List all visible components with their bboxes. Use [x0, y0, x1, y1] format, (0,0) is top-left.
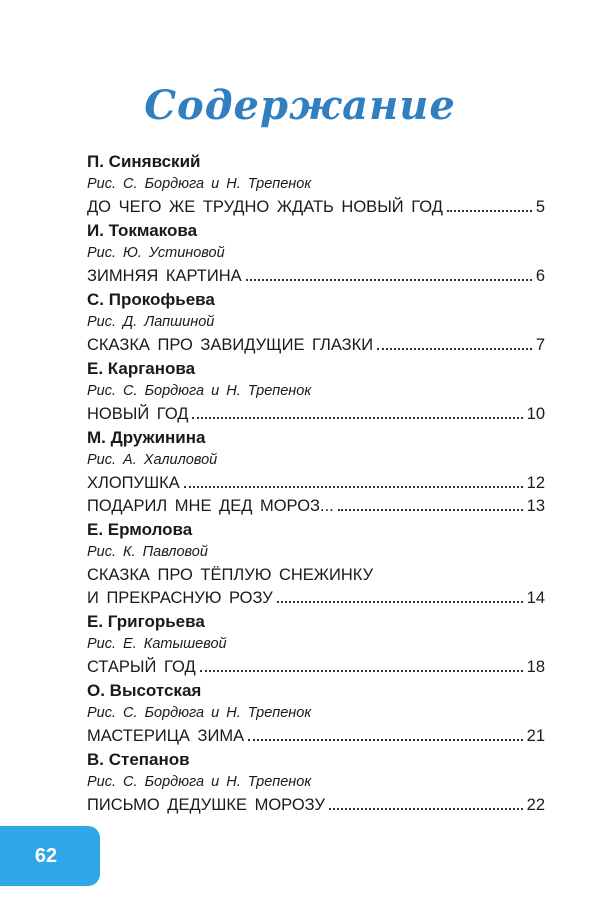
entry-page: 5 — [535, 198, 545, 216]
toc-section — [87, 219, 545, 288]
toc-section — [87, 357, 545, 426]
author-name: Е. Григорьева — [87, 612, 205, 631]
illustrator-credit: Рис. С. Бордюга и Н. Трепенок — [87, 705, 312, 721]
entry-title: ПИСЬМО ДЕДУШКЕ МОРОЗУ — [87, 796, 325, 814]
toc-section — [87, 288, 545, 357]
toc-entry[interactable] — [87, 403, 545, 426]
author-name: С. Прокофьева — [87, 290, 215, 309]
illustrator-credit: Рис. С. Бордюга и Н. Трепенок — [87, 176, 312, 192]
entry-page: 14 — [526, 589, 545, 607]
dot-leader — [246, 279, 532, 281]
author-name: И. Токмакова — [87, 221, 198, 240]
toc-entry[interactable] — [87, 794, 545, 817]
illustrator-credit: Рис. К. Павловой — [87, 544, 208, 560]
entry-title: МАСТЕРИЦА ЗИМА — [87, 727, 245, 745]
entry-page: 22 — [526, 796, 545, 814]
toc-section — [87, 748, 545, 817]
entry-page: 12 — [526, 474, 545, 492]
entry-page: 18 — [526, 658, 545, 676]
table-of-contents — [87, 150, 545, 817]
author-name: М. Дружинина — [87, 428, 206, 447]
entry-page: 10 — [526, 405, 545, 423]
toc-entry[interactable] — [87, 334, 545, 357]
illustrator-credit: Рис. Ю. Устиновой — [87, 245, 225, 261]
toc-entry[interactable] — [87, 656, 545, 679]
illustrator-credit: Рис. С. Бордюга и Н. Трепенок — [87, 774, 312, 790]
page-number: 62 — [34, 844, 58, 867]
entry-page: 13 — [526, 497, 545, 515]
entry-title: НОВЫЙ ГОД — [87, 405, 189, 423]
toc-section — [87, 426, 545, 518]
entry-page: 7 — [535, 336, 545, 354]
toc-entry[interactable] — [87, 265, 545, 288]
entry-title: ЗИМНЯЯ КАРТИНА — [87, 267, 242, 285]
toc-section — [87, 610, 545, 679]
dot-leader — [447, 210, 532, 212]
dot-leader — [248, 739, 523, 741]
entry-page: 21 — [526, 727, 545, 745]
dot-leader — [329, 808, 523, 810]
dot-leader — [338, 509, 523, 511]
author-name: О. Высотская — [87, 681, 202, 700]
toc-entry[interactable] — [87, 196, 545, 219]
entry-title: СТАРЫЙ ГОД — [87, 658, 196, 676]
toc-entry[interactable] — [87, 725, 545, 748]
dot-leader — [192, 417, 522, 419]
entry-title: И ПРЕКРАСНУЮ РОЗУ — [87, 589, 273, 607]
author-name: П. Синявский — [87, 152, 201, 171]
illustrator-credit: Рис. С. Бордюга и Н. Трепенок — [87, 383, 312, 399]
author-name: Е. Ермолова — [87, 520, 193, 539]
toc-entry[interactable] — [87, 472, 545, 495]
dot-leader — [184, 486, 523, 488]
page-number-tab — [0, 826, 100, 886]
illustrator-credit: Рис. Е. Катышевой — [87, 636, 227, 652]
toc-section — [87, 679, 545, 748]
toc-entry[interactable] — [87, 495, 545, 518]
toc-section — [87, 150, 545, 219]
entry-title: ДО ЧЕГО ЖЕ ТРУДНО ЖДАТЬ НОВЫЙ ГОД — [87, 198, 443, 216]
entry-page: 6 — [535, 267, 545, 285]
toc-section — [87, 518, 545, 610]
author-name: В. Степанов — [87, 750, 190, 769]
entry-title: СКАЗКА ПРО ЗАВИДУЩИЕ ГЛАЗКИ — [87, 336, 374, 354]
dot-leader — [277, 601, 523, 603]
illustrator-credit: Рис. А. Халиловой — [87, 452, 218, 468]
dot-leader — [200, 670, 523, 672]
entry-title: ПОДАРИЛ МНЕ ДЕД МОРОЗ... — [87, 497, 334, 515]
entry-title-line1[interactable]: СКАЗКА ПРО ТЁПЛУЮ СНЕЖИНКУ — [87, 566, 374, 584]
entry-title: ХЛОПУШКА — [87, 474, 180, 492]
dot-leader — [377, 348, 532, 350]
toc-entry[interactable] — [87, 587, 545, 610]
page-title: Содержание — [144, 82, 456, 129]
author-name: Е. Карганова — [87, 359, 196, 378]
illustrator-credit: Рис. Д. Лапшиной — [87, 314, 215, 330]
